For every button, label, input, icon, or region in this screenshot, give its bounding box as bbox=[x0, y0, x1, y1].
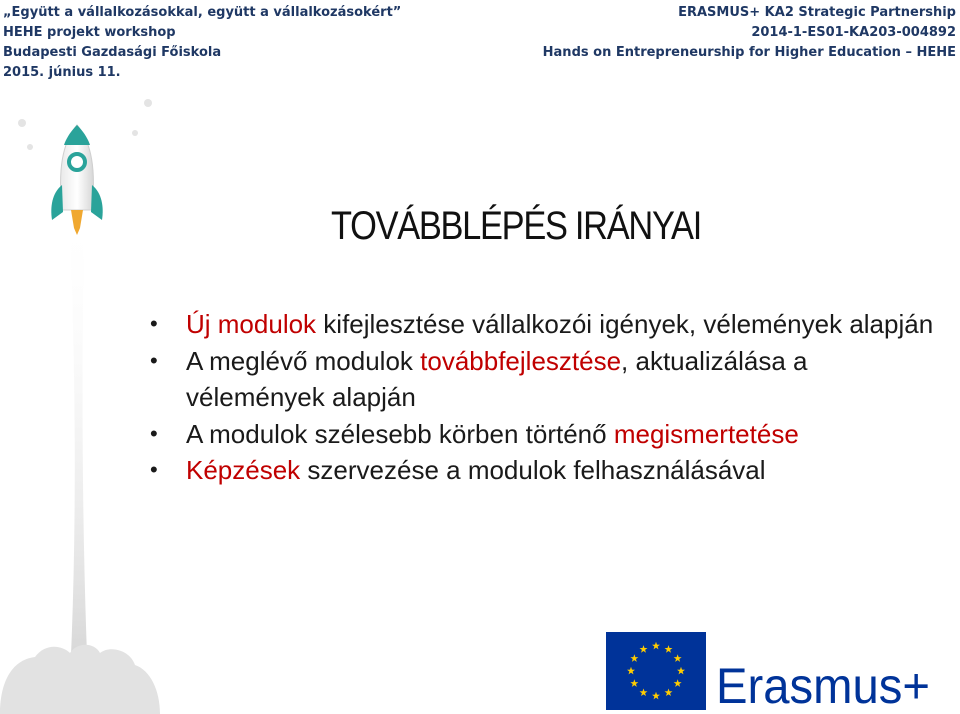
bullet-text: A meglévő modulok bbox=[186, 345, 421, 376]
bullet-highlight: Új modulok bbox=[186, 309, 317, 339]
header-left bbox=[3, 3, 401, 83]
bullet-highlight: megismertetése bbox=[613, 418, 799, 449]
header-right bbox=[543, 3, 956, 63]
bullet-highlight: továbbfejlesztése bbox=[420, 345, 622, 376]
bullet-list bbox=[146, 306, 946, 489]
header-date: 2015. június 11. bbox=[3, 65, 121, 80]
rocket-icon bbox=[0, 85, 170, 714]
bullet-item bbox=[146, 416, 946, 453]
bullet-text: kifejlesztése vállalkozói igények, vélemények alapján bbox=[316, 309, 934, 339]
header-school: Budapesti Gazdasági Főiskola bbox=[3, 45, 222, 60]
bullet-item bbox=[146, 306, 946, 343]
eu-flag-icon bbox=[606, 632, 706, 710]
bullet-text: szervezése a modulok felhasználásával bbox=[300, 455, 766, 485]
bullet-icon: • bbox=[150, 457, 158, 482]
header-project-id: 2014-1-ES01-KA203-004892 bbox=[751, 25, 956, 40]
erasmus-plus-logo bbox=[606, 632, 936, 710]
bullet-highlight: Képzések bbox=[186, 455, 301, 485]
bullet-item bbox=[146, 452, 946, 489]
header-project-name: Hands on Entrepreneurship for Higher Education – HEHE bbox=[542, 45, 956, 60]
bullet-item bbox=[146, 343, 946, 416]
slide-title: TOVÁBBLÉPÉS IRÁNYAI bbox=[331, 204, 701, 248]
bullet-icon: • bbox=[150, 420, 158, 446]
bullet-text: A modulok szélesebb körben történő bbox=[186, 418, 614, 449]
erasmus-plus-text: Erasmus+ bbox=[716, 658, 930, 710]
bullet-icon: • bbox=[150, 347, 158, 373]
header-slogan: „Együtt a vállalkozásokkal, együtt a vállalkozásokért” bbox=[3, 5, 402, 20]
bullet-text: , aktualizálása a vélemények alapján bbox=[186, 345, 808, 412]
header-program: ERASMUS+ KA2 Strategic Partnership bbox=[678, 5, 956, 20]
bullet-icon: • bbox=[150, 311, 158, 336]
header-workshop: HEHE projekt workshop bbox=[3, 25, 176, 40]
